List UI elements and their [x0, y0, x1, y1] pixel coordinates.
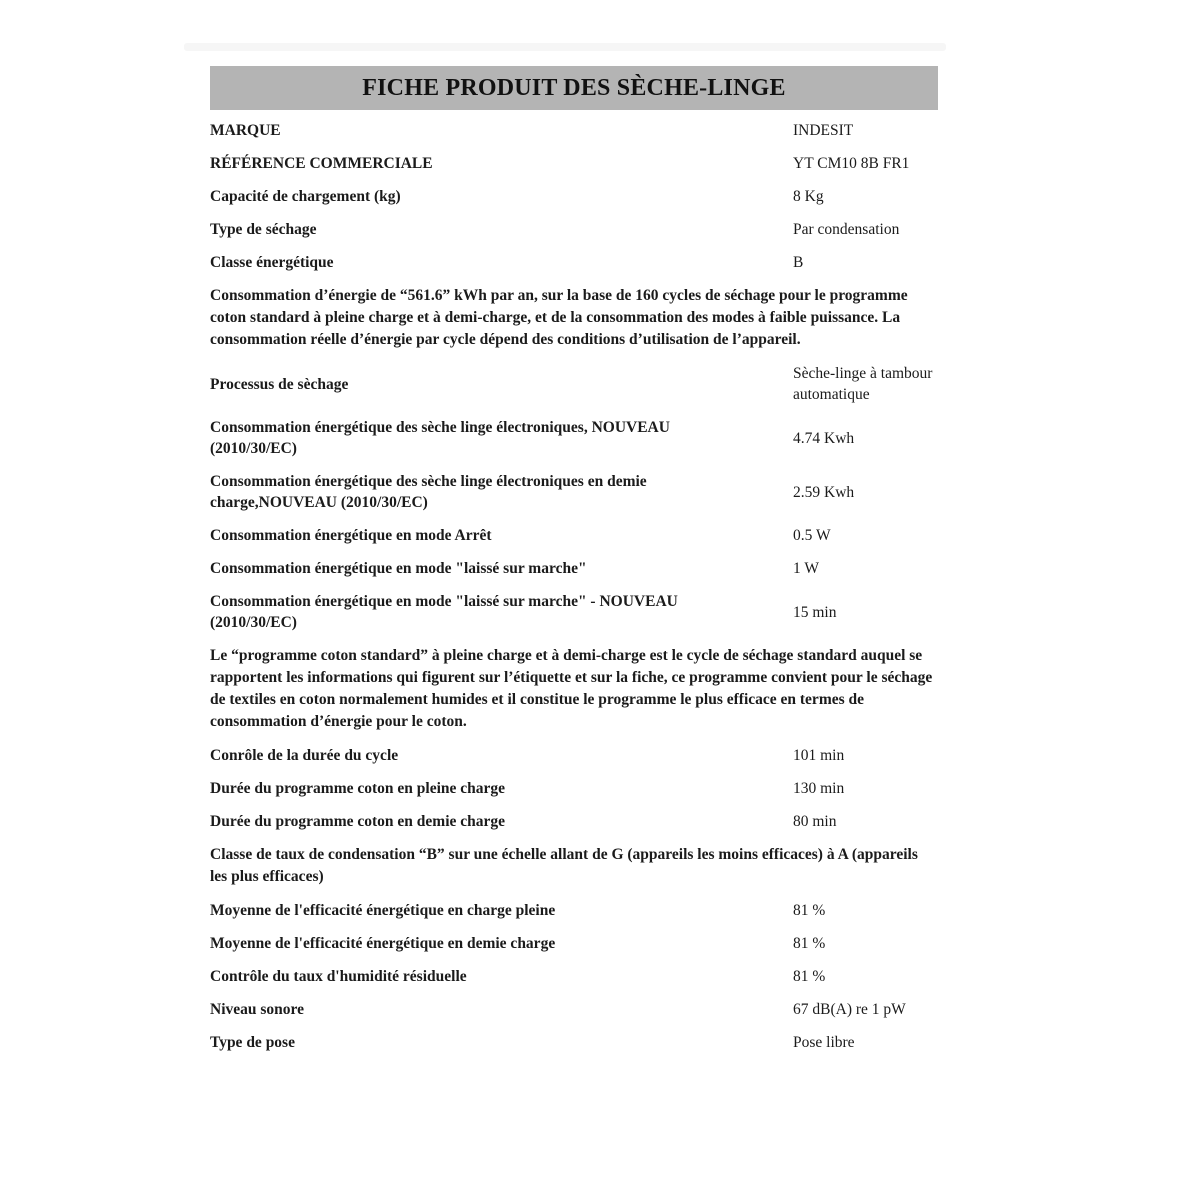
product-sheet [210, 66, 938, 1065]
spec-row [210, 778, 938, 799]
spec-value: 101 min [793, 747, 845, 764]
spec-label: Type de séchage [210, 221, 317, 238]
spec-row [210, 933, 938, 954]
spec-value: 81 % [793, 968, 826, 985]
spec-label: Capacité de chargement (kg) [210, 188, 401, 205]
spec-value: 2.59 Kwh [793, 483, 855, 501]
spec-label: Consommation énergétique en mode "laissé sur marche" - NOUVEAU (2010/30/EC) [210, 593, 678, 631]
spec-value: 130 min [793, 780, 845, 797]
spec-row [210, 525, 938, 546]
spec-row [210, 363, 938, 405]
spec-label: Conrôle de la durée du cycle [210, 747, 399, 764]
spec-label: Durée du programme coton en demie charge [210, 813, 506, 830]
spec-row [210, 1032, 938, 1053]
spec-label: Consommation énergétique des sèche linge électroniques, NOUVEAU (2010/30/EC) [210, 419, 670, 457]
paragraph: Le “programme coton standard” à pleine charge et à demi-charge est le cycle de séchage standard auquel se rapportent les informations qui figurent sur l’étiquette et sur la fiche, ce programme convient pour le séchage de textiles en coton normalement humides et il constitue le programme le plus efficace en termes de consommation d’énergie pour le coton. [210, 647, 933, 730]
spec-label: Contrôle du taux d'humidité résiduelle [210, 968, 467, 985]
spec-value: B [793, 254, 804, 271]
spec-value: 67 dB(A) re 1 pW [793, 1001, 906, 1018]
paragraph: Consommation d’énergie de “561.6” kWh par an, sur la base de 160 cycles de séchage pour le programme coton standard à pleine charge et à demi-charge, et de la consommation des modes à faible puissance. La consommation réelle d’énergie par cycle dépend des conditions d’utilisation de l’appareil. [210, 287, 908, 348]
spec-value: 80 min [793, 813, 837, 830]
spec-label: Processus de sèchage [210, 375, 349, 393]
spec-row [210, 591, 938, 633]
spec-row [210, 811, 938, 832]
spec-value: 0.5 W [793, 527, 831, 544]
spec-value: 1 W [793, 560, 819, 577]
spec-value: 8 Kg [793, 188, 824, 205]
spec-row [210, 900, 938, 921]
spec-row [210, 120, 938, 141]
spec-row [210, 219, 938, 240]
spec-row [210, 558, 938, 579]
spec-row [210, 745, 938, 766]
spec-value: INDESIT [793, 122, 854, 139]
page-top-edge [184, 43, 946, 51]
spec-label: RÉFÉRENCE COMMERCIALE [210, 155, 433, 172]
spec-label: Consommation énergétique en mode "laissé sur marche" [210, 560, 587, 577]
spec-value: Sèche-linge à tambour automatique [793, 365, 933, 403]
spec-label: Classe énergétique [210, 254, 334, 271]
spec-value: 81 % [793, 902, 826, 919]
spec-row [210, 153, 938, 174]
spec-row [210, 417, 938, 459]
spec-row [210, 471, 938, 513]
spec-row [210, 186, 938, 207]
paragraph: Classe de taux de condensation “B” sur une échelle allant de G (appareils les moins efficaces) à A (appareils les plus efficaces) [210, 846, 918, 885]
spec-label: Niveau sonore [210, 1001, 305, 1018]
spec-list [210, 110, 938, 1053]
spec-label: Durée du programme coton en pleine charge [210, 780, 506, 797]
spec-value: 4.74 Kwh [793, 429, 855, 447]
spec-label: Consommation énergétique en mode Arrêt [210, 527, 492, 544]
spec-value: Pose libre [793, 1034, 855, 1051]
spec-row [210, 252, 938, 273]
spec-label: Moyenne de l'efficacité énergétique en demie charge [210, 935, 556, 952]
sheet-header [210, 66, 938, 110]
spec-value: 15 min [793, 603, 837, 621]
spec-label: Moyenne de l'efficacité énergétique en charge pleine [210, 902, 556, 919]
spec-label: Consommation énergétique des sèche linge électroniques en demie charge,NOUVEAU (2010/30/EC) [210, 473, 647, 511]
spec-value: YT CM10 8B FR1 [793, 155, 910, 172]
spec-label: Type de pose [210, 1034, 295, 1051]
spec-value: Par condensation [793, 221, 900, 238]
spec-value: 81 % [793, 935, 826, 952]
spec-row [210, 999, 938, 1020]
spec-row [210, 966, 938, 987]
page-title: FICHE PRODUIT DES SÈCHE-LINGE [362, 74, 786, 101]
spec-label: MARQUE [210, 122, 281, 139]
